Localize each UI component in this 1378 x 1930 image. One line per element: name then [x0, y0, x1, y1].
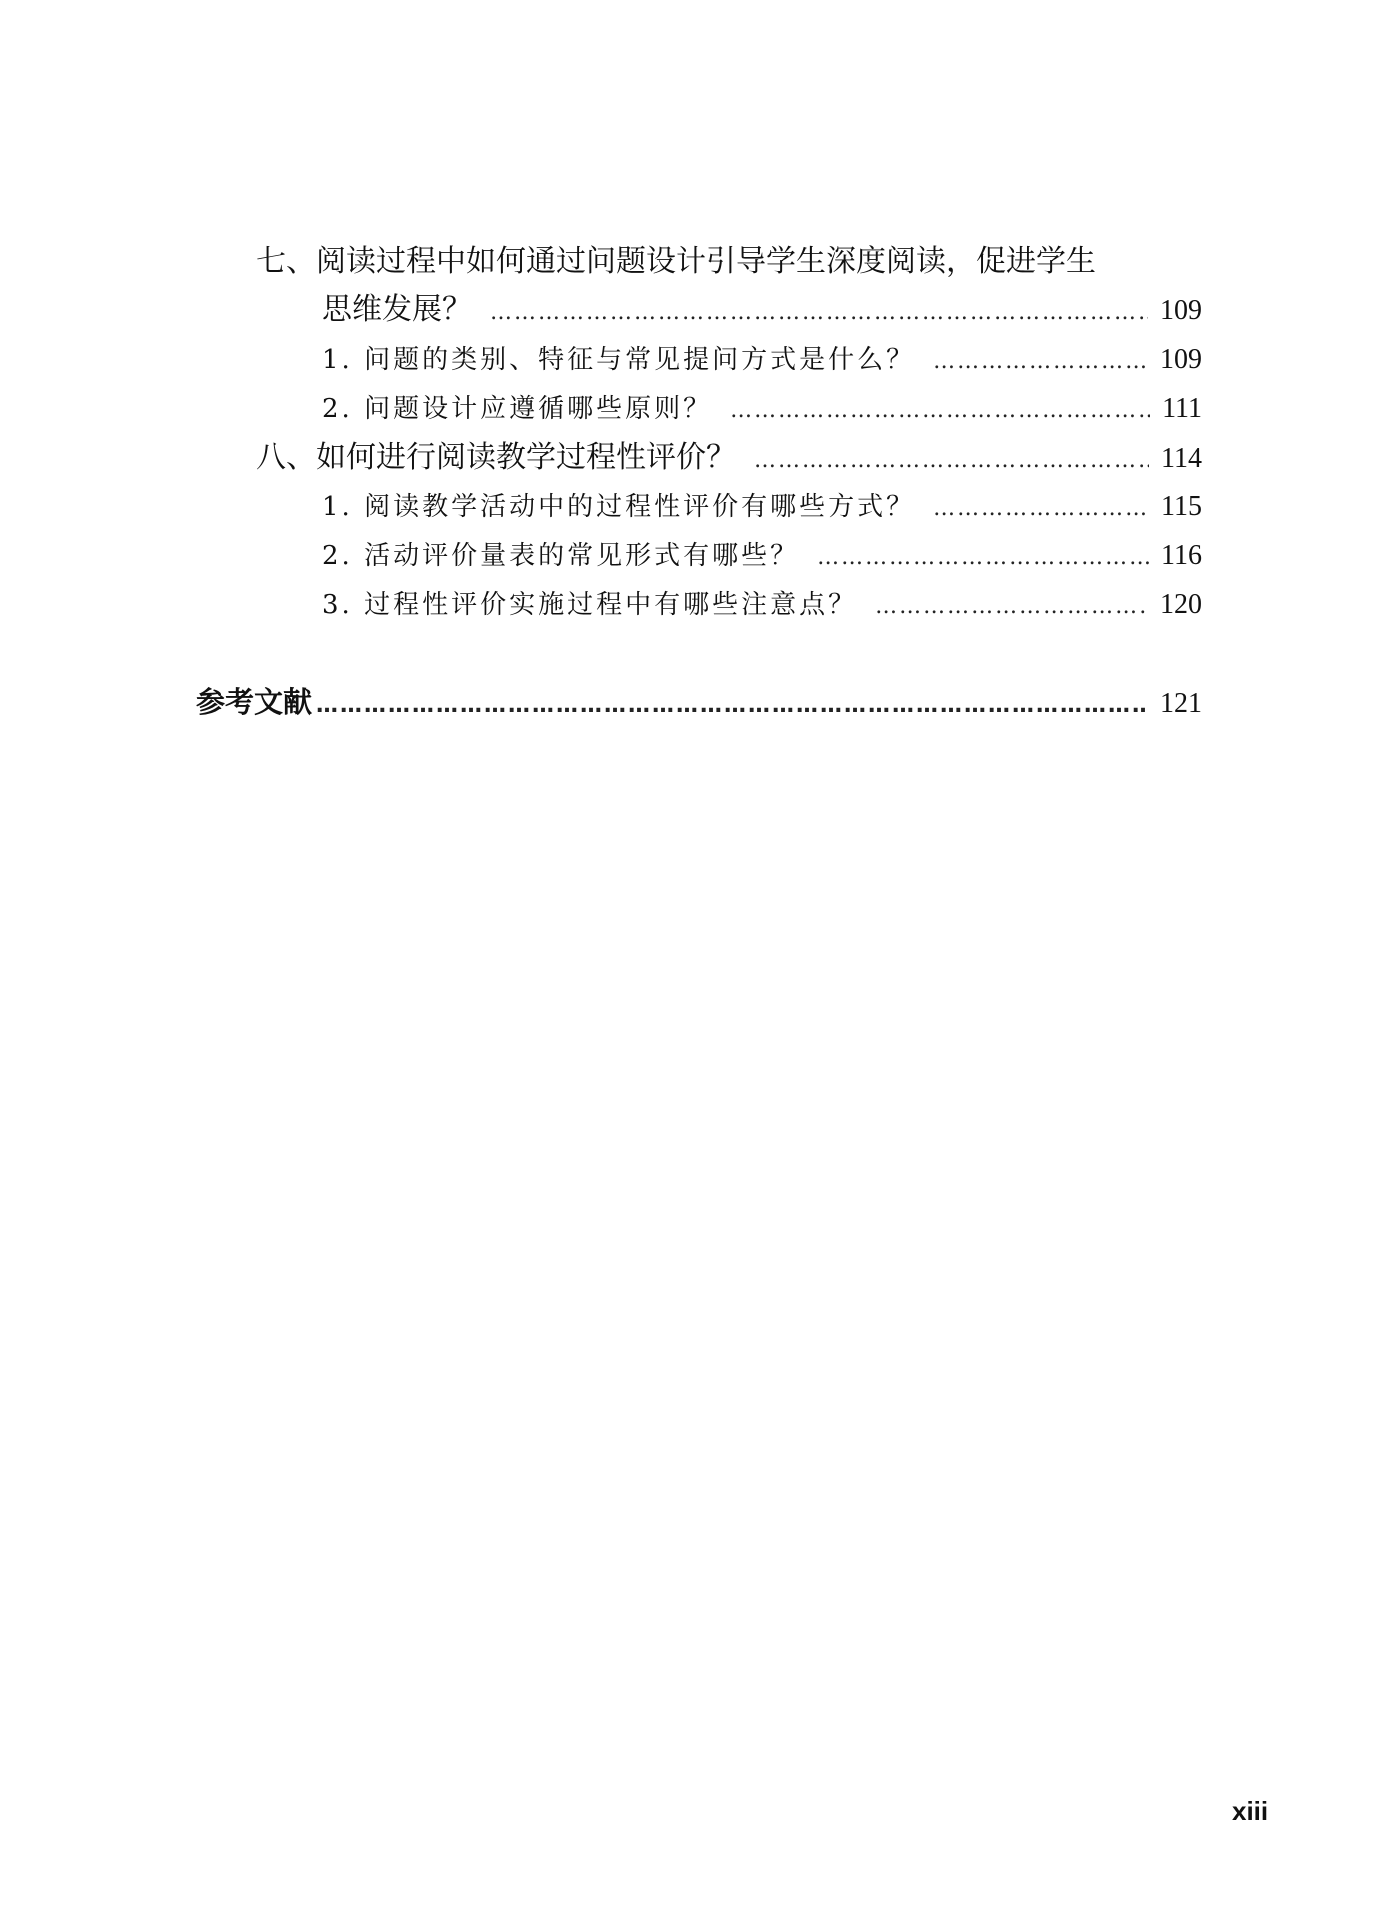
toc-item-8-2[interactable] [322, 538, 1202, 576]
toc-item-label: 2. 问题设计应遵循哪些原则？ [322, 394, 713, 424]
toc-item-label: 1. 阅读教学活动中的过程性评价有哪些方式？ [322, 492, 916, 522]
toc-section-7-page: 109 [1160, 295, 1202, 326]
toc-item-label: 2. 活动评价量表的常见形式有哪些？ [322, 541, 800, 571]
toc-section-7-title-line2: 思维发展？ [322, 292, 472, 327]
toc-item-label: 3. 过程性评价实施过程中有哪些注意点？ [322, 590, 858, 620]
leader-dots [933, 344, 1148, 380]
leader-dots [875, 589, 1148, 625]
leader-dots [817, 540, 1149, 576]
leader-dots [490, 295, 1148, 331]
toc-item-page: 111 [1162, 393, 1202, 424]
leader-dots [933, 491, 1149, 527]
leader-dots [730, 393, 1150, 429]
toc-section-8-title: 八、如何进行阅读教学过程性评价？ [256, 440, 736, 475]
toc-item-page: 109 [1160, 344, 1202, 375]
toc-item-7-1[interactable] [322, 342, 1202, 380]
toc-item-8-3[interactable] [322, 587, 1202, 625]
toc-references-title: 参考文献 [196, 685, 313, 719]
toc-section-8-page: 114 [1161, 443, 1202, 474]
toc-section-7-entry[interactable] [322, 292, 1202, 331]
toc-item-page: 120 [1160, 589, 1202, 620]
toc-item-7-2[interactable] [322, 391, 1202, 429]
toc-item-page: 116 [1161, 540, 1202, 571]
leader-dots [754, 443, 1149, 479]
toc-item-page: 115 [1161, 491, 1202, 522]
toc-section-7-title-line1: 七、阅读过程中如何通过问题设计引导学生深度阅读，促进学生 [256, 244, 1096, 279]
page-folio: xiii [1232, 1796, 1269, 1826]
toc-item-8-1[interactable] [322, 489, 1202, 527]
toc-references-entry[interactable] [196, 684, 1202, 724]
toc-section-8-entry[interactable] [256, 440, 1202, 479]
leader-dots [316, 688, 1148, 724]
toc-references-page: 121 [1160, 688, 1202, 719]
toc-item-label: 1. 问题的类别、特征与常见提问方式是什么？ [322, 345, 916, 375]
